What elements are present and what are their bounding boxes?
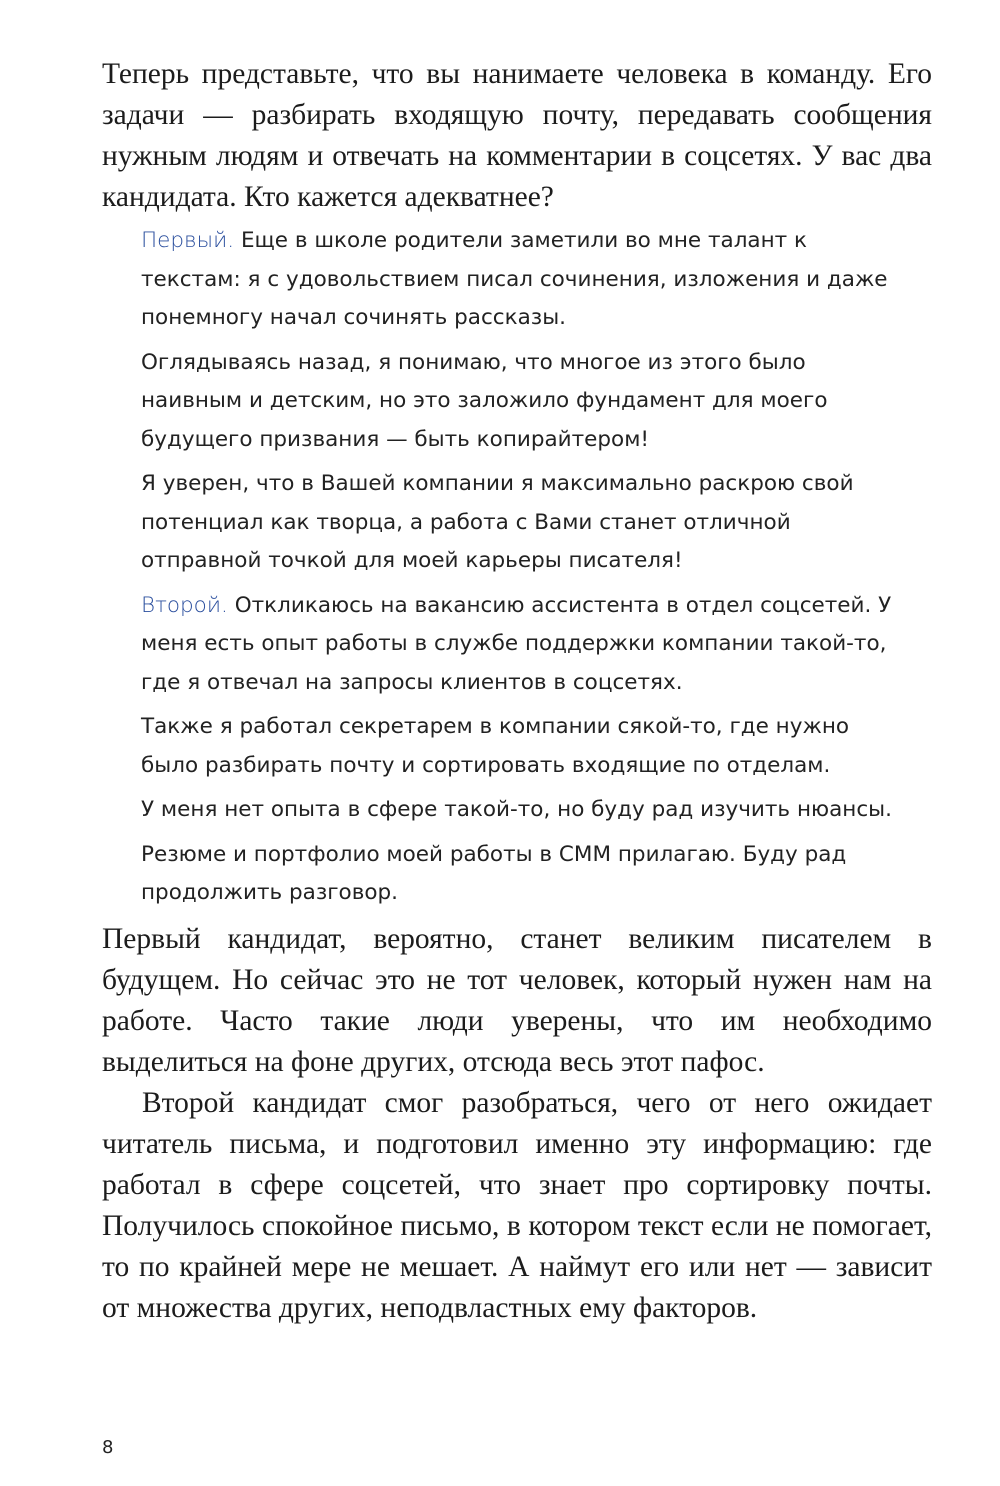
conclusion	[102, 919, 932, 1329]
candidate-2-text-1: Откликаюсь на вакансию ассистента в отдел соцсетей. У меня есть опыт работы в службе поддержки компании такой-то, где я отвечал на запросы клиентов в соцсетях.	[141, 592, 892, 695]
candidate-letters	[141, 222, 909, 919]
candidate-1-text-1: Еще в школе родители заметили во мне талант к текстам: я с удовольствием писал сочинения, изложения и даже понемногу начал сочинять рассказы.	[141, 228, 888, 330]
candidate-2-paragraph-4: Резюме и портфолио моей работы в СММ прилагаю. Буду рад продолжить разговор.	[141, 841, 847, 905]
candidate-1-paragraph-2: Оглядываясь назад, я понимаю, что многое из этого было наивным и детским, но это заложило фундамент для моего будущего призвания — быть копирайтером!	[141, 349, 828, 452]
candidate-2-paragraph-3: У меня нет опыта в сфере такой-то, но буду рад изучить нюансы.	[141, 797, 892, 822]
candidate-1-label: Первый.	[141, 228, 235, 253]
candidate-2-label: Второй.	[141, 592, 228, 618]
candidate-1-paragraph-3: Я уверен, что в Вашей компании я максимально раскрою свой потенциал как творца, а работа с Вами станет отличной отправной точкой для моей карьеры писателя!	[141, 471, 854, 573]
intro-paragraph: Теперь представьте, что вы нанимаете человека в команду. Его задачи — разбирать входящую почту, передавать сообщения нужным людям и отвечать на комментарии в соцсетях. У вас два кандидата. Кто кажется адекватнее?	[102, 58, 932, 213]
candidate-1-paragraph-1	[141, 222, 909, 338]
candidate-2-paragraph-2: Также я работал секретарем в компании сякой-то, где нужно было разбирать почту и сортировать входящие по отделам.	[141, 714, 850, 778]
candidate-2-paragraph-1	[141, 587, 909, 703]
conclusion-paragraph-2: Второй кандидат смог разобраться, чего от него ожидает читатель письма, и подготовил именно эту информацию: где работал в сфере соцсетей, что знает про сортировку почты. Получилось спокойное письмо, в котором текст если не помогает, то по крайней мере не мешает. А наймут его или нет — зависит от множества других, неподвластных ему факторов.	[102, 1087, 932, 1324]
conclusion-paragraph-1: Первый кандидат, вероятно, станет великим писателем в будущем. Но сейчас это не тот человек, который нужен нам на работе. Часто такие люди уверены, что им необходимо выделиться на фоне других, отсюда весь этот пафос.	[102, 923, 932, 1078]
page-number: 8	[102, 1437, 114, 1458]
